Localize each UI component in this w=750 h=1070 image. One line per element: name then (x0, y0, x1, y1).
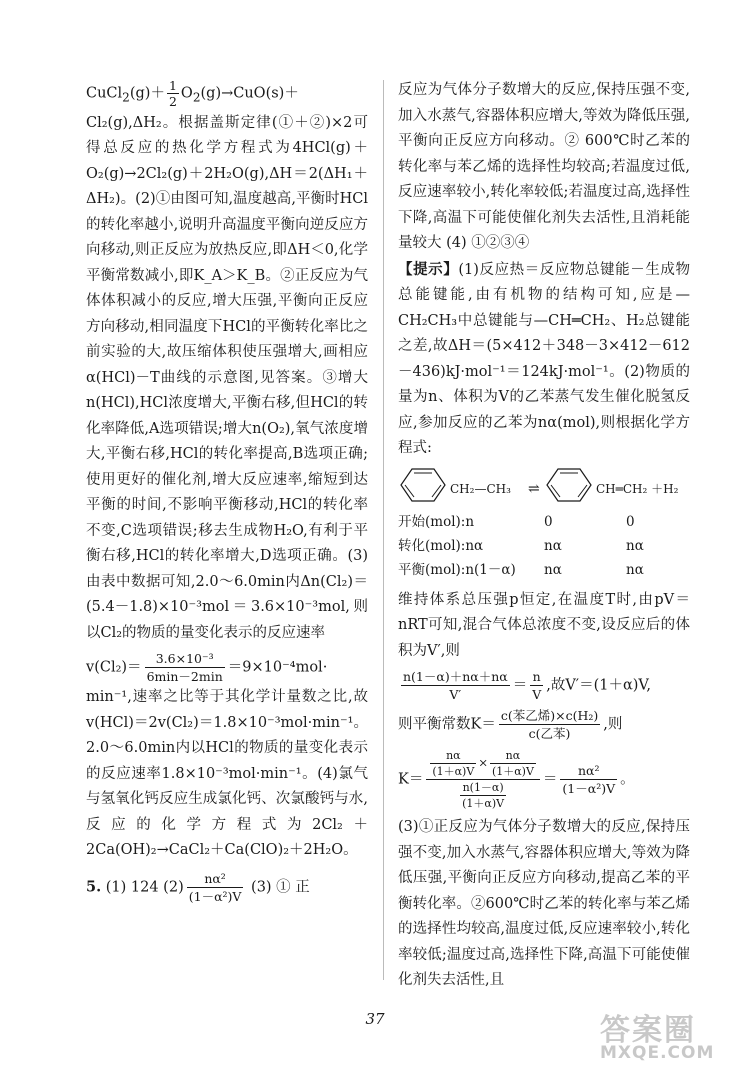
text-cuo: (g)→CuO(s)＋ (200, 85, 299, 102)
k-inner-numerator: n(1－α) (460, 780, 506, 796)
rate-fraction (145, 650, 225, 685)
table-row-label: 转化(mol):nα (398, 537, 484, 554)
table-row (398, 534, 690, 558)
volume-result: ,故V′＝(1＋α)V, (546, 677, 651, 694)
volume-fraction-2 (530, 668, 543, 703)
k-result-denominator: (1－α²)V (562, 781, 616, 796)
benzene-ring-icon (544, 466, 594, 504)
subscript-2: 2 (122, 90, 130, 105)
table-row-label: 开始(mol):n (398, 513, 475, 530)
right-column (398, 78, 690, 994)
volume-numerator-2: n (530, 668, 543, 686)
column-divider (383, 80, 384, 980)
right-paragraph-3: (3)①正反应为气体分子数增大的反应,保持压强不变,加入水蒸气,容器体积应增大,等效为降低压强,平衡向正反应方向移动,提高乙苯的平衡转化率。②600℃时乙苯的转化率与苯乙烯的选择性均较高,温度过低,反应速率较小,转化率较低;温度过高,选择性下降,高温下可能使催化剂失去活性,且 (398, 819, 690, 988)
k-definition-suffix: ,则 (603, 716, 623, 733)
watermark-bottom: MXQE.COM (600, 1043, 715, 1063)
k-definition-prefix: 则平衡常数K＝ (398, 716, 496, 733)
rate-denominator: 6min－2min (146, 669, 223, 685)
k-definition (398, 707, 690, 742)
k-definition-denominator: c(乙苯) (528, 726, 571, 741)
volume-numerator: n(1－α)＋nα＋nα (403, 669, 508, 684)
volume-fraction-1 (401, 668, 510, 703)
reactant-side-chain: CH₂—CH₃ (450, 481, 511, 496)
k-result-fraction (560, 762, 617, 797)
k-inner-fraction (460, 780, 506, 811)
k-inner-denominator: (1＋α)V (491, 765, 534, 778)
answer-fraction-denominator: (1－α²)V (188, 888, 242, 904)
left-first-line (86, 78, 368, 111)
k-main-numerator (426, 748, 540, 780)
question-5-line (86, 870, 368, 905)
rate-rhs: ＝9×10⁻⁴mol· (227, 659, 328, 676)
left-paragraph-1: Cl₂(g),ΔH₂。根据盖斯定律(①＋②)×2可得总反应的热化学方程式为4HCl(g)＋O₂(g)→2Cl₂(g)＋2H₂O(g),ΔH＝2(ΔH₁＋ΔH₂)。(2)①由图可知,温度越高,平衡时HCl的转化率越小,说明升高温度平衡向逆反应方向移动,则正反应为放热反应,即ΔH＜0,化学平衡常数减小,即K_A＞K_B。②正反应为气体体积减小的反应,增大压强,平衡向正反应方向移动,相同温度下HCl的平衡转化率比之前实验的大,故压缩体积使压强增大,画相应α(HCl)－T曲线的示意图,见答案。③增大n(HCl),HCl浓度增大,平衡右移,但HCl的转化率降低,A选项错误;增大n(O₂),氧气浓度增大,平衡右移,HCl的转化率提高,B选项正确;使用更好的催化剂,增大反应速率,缩短到达平衡的时间,不影响平衡移动,HCl的转化率不变,C选项错误;移去生成物H₂O,有利于平衡右移,HCl的转化率增大,D选项正确。(3)由表中数据可知,2.0～6.0min内Δn(Cl₂)＝(5.4－1.8)×10⁻³mol＝3.6×10⁻³mol,则以Cl₂的物质的量变化表示的反应速率 (86, 114, 368, 641)
table-cell: 0 (544, 513, 553, 530)
hint-text: (1)反应热＝反应物总键能－生成物总能键能,由有机物的结构可知,应是—CH₂CH₃中总键能与—CH═CH₂、H₂总键能之差,故ΔH＝(5×412＋348－3×412－612－436)kJ·mol⁻¹＝124kJ·mol⁻¹。(2)物质的量为n、体积为V的乙苯蒸气发生催化脱氢反应,参加反应的乙苯为nα(mol),则根据化学方程式: (398, 261, 690, 456)
k-inner-numerator: nα (490, 748, 536, 764)
period: 。 (620, 771, 635, 788)
k-inner-denominator: (1＋α)V (462, 797, 505, 810)
right-paragraph-1: 反应为气体分子数增大的反应,保持压强不变,加入水蒸气,容器体积应增大,等效为降低压强,平衡向正反应方向移动。② 600℃时乙苯的转化率与苯乙烯的选择性均较高;若温度过低,反应速率较小,转化率较低;若温度过高,选择性下降,高温下可能使催化剂失去活性,且消耗能量较大 (4) ①②③④ (398, 82, 690, 251)
subscript-2: 2 (192, 90, 201, 105)
times-sign: × (478, 755, 488, 770)
fraction-half (167, 78, 179, 109)
right-paragraph-2: 维持体系总压强p恒定,在温度T时,由pV＝nRT可知,混合气体总浓度不变,设反应后的体积为V′,则 (398, 591, 690, 659)
equals-sign: ＝ (542, 771, 558, 788)
k-inner-numerator: nα (430, 748, 476, 764)
left-column (86, 78, 368, 905)
volume-denominator-2: V (532, 687, 542, 702)
fraction-numerator: 1 (168, 78, 177, 93)
hint-paragraph (398, 257, 690, 462)
rate-numerator: 3.6×10⁻³ (145, 650, 225, 668)
watermark-logo (600, 1005, 740, 1065)
reaction-equation (398, 466, 690, 506)
k-inner-fraction (430, 748, 476, 779)
k-inner-fraction (490, 748, 536, 779)
table-cell: nα (544, 537, 562, 554)
fraction-denominator: 2 (168, 94, 177, 109)
table-cell: nα (626, 537, 644, 554)
k-inner-denominator: (1＋α)V (432, 765, 475, 778)
volume-equation (398, 668, 690, 703)
k-main-denominator (426, 780, 540, 811)
text-cucl2: CuCl (86, 85, 123, 102)
k-equation (398, 748, 690, 811)
k-definition-fraction (499, 707, 600, 742)
answer-fraction (187, 870, 244, 905)
table-cell: 0 (626, 513, 635, 530)
k-lhs: K＝ (398, 771, 424, 788)
ice-table (398, 510, 690, 582)
left-paragraph-2: min⁻¹,速率之比等于其化学计量数之比,故v(HCl)＝2v(Cl₂)＝1.8×10⁻³mol·min⁻¹。2.0～6.0min内以HCl的物质的量变化表示的反应速率1.8×10⁻³mol·min⁻¹。(4)氯气与氢氧化钙反应生成氯化钙、次氯酸钙与水,反应的化学方程式为2Cl₂＋2Ca(OH)₂→CaCl₂＋Ca(ClO)₂＋2H₂O。 (86, 689, 368, 859)
volume-denominator: V′ (449, 687, 462, 702)
rate-equation (86, 650, 368, 685)
question-number: 5. (86, 878, 102, 896)
answer-part-1-2: (1) 124 (2) (105, 879, 184, 896)
table-row (398, 558, 690, 582)
table-row (398, 510, 690, 534)
text-o2: O (180, 85, 193, 102)
rate-lhs: v(Cl₂)＝ (86, 659, 142, 676)
table-cell: nα (544, 561, 562, 578)
benzene-ring-icon (398, 466, 448, 504)
text-g-plus: (g)＋ (129, 85, 165, 102)
k-result-numerator: nα² (560, 762, 617, 780)
answer-fraction-numerator: nα² (187, 870, 244, 888)
k-definition-numerator: c(苯乙烯)×c(H₂) (500, 708, 599, 723)
product-side-chain: CH═CH₂ ＋H₂ (596, 481, 679, 496)
k-main-fraction (426, 748, 540, 811)
answer-part-3: (3) ① 正 (251, 879, 310, 896)
table-cell: nα (626, 561, 644, 578)
equals-sign: ＝ (512, 677, 528, 694)
page-number: 37 (365, 1010, 385, 1028)
hint-label: 【提示】 (398, 260, 459, 278)
watermark-top: 答案圈 (600, 1013, 696, 1048)
table-row-label: 平衡(mol):n(1－α) (398, 561, 516, 578)
equilibrium-arrow: ⇌ (528, 480, 540, 497)
